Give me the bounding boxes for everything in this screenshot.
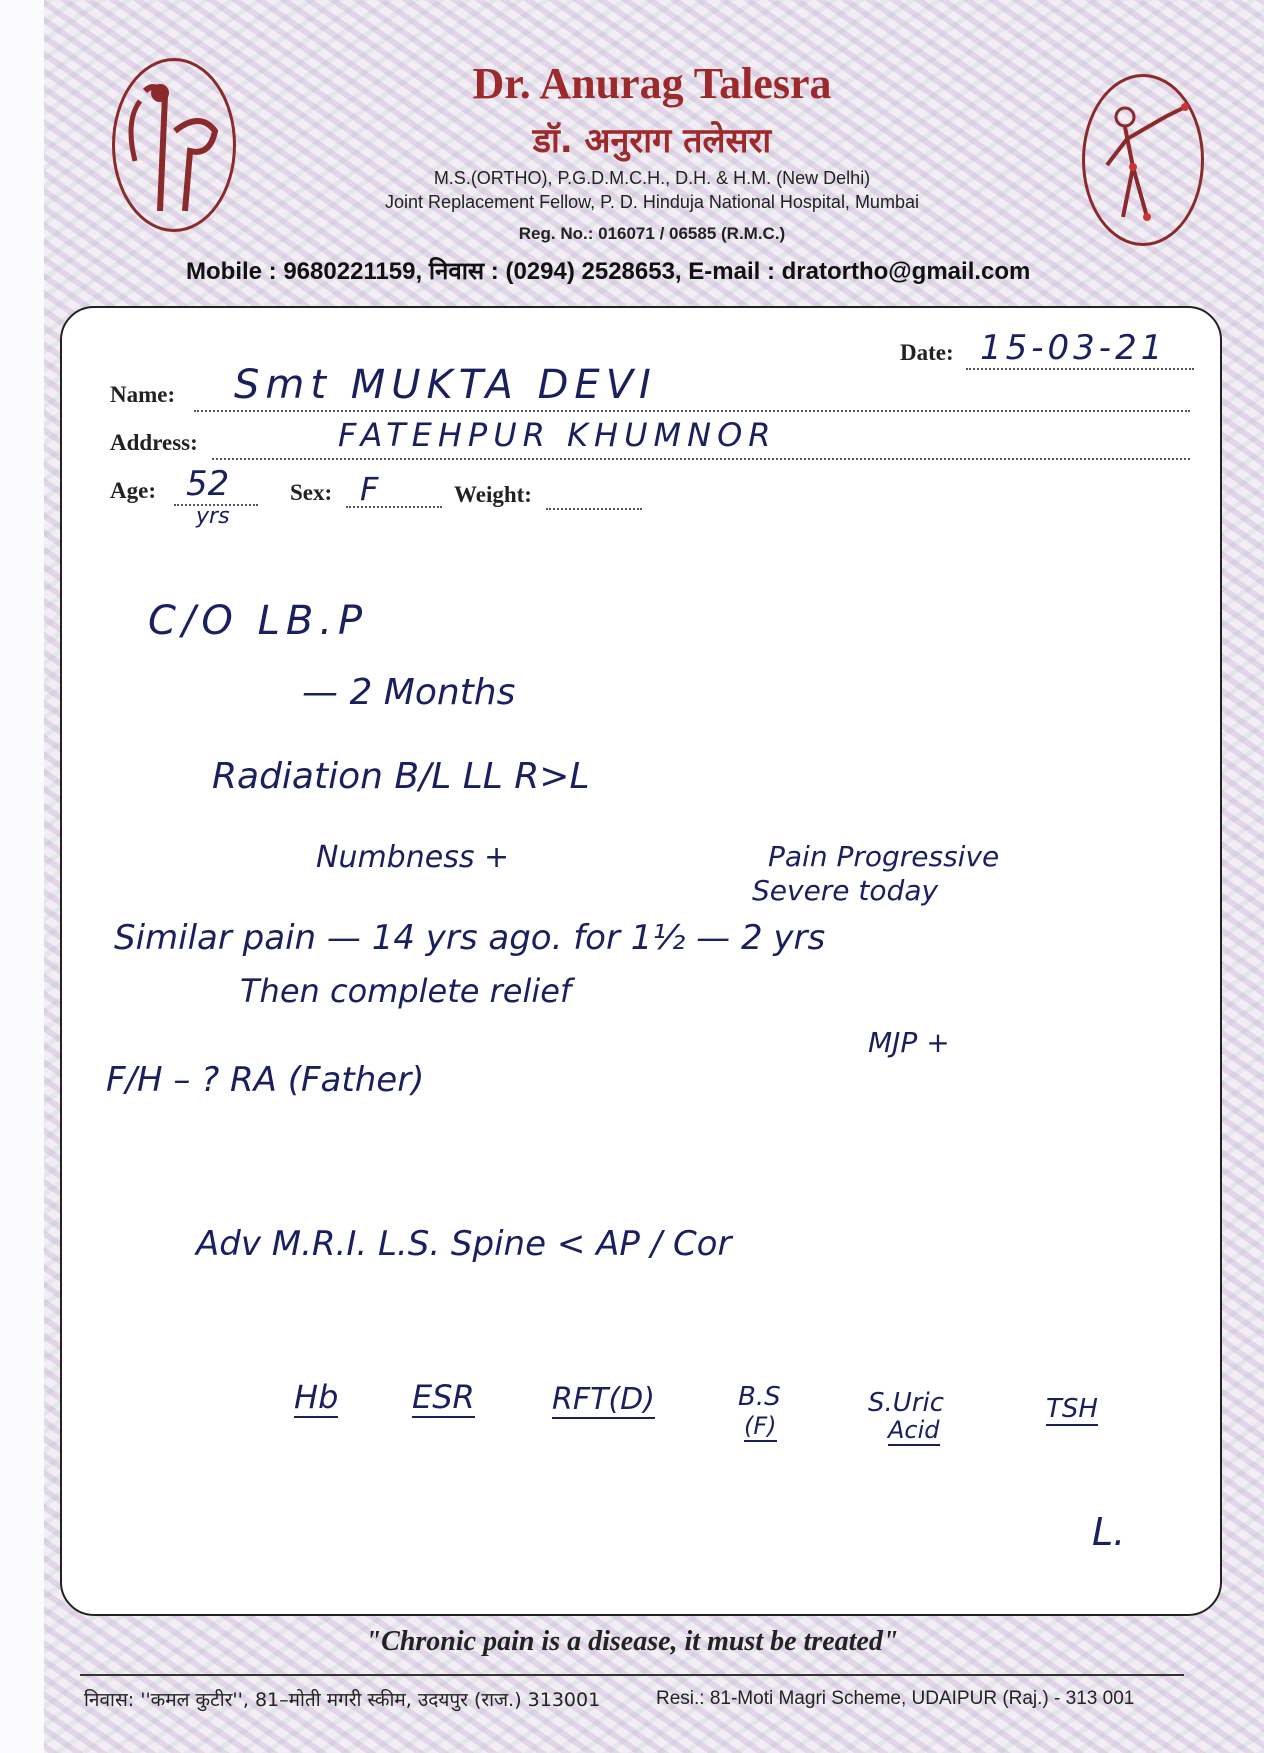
contact-line: Mobile : 9680221159, निवास : (0294) 2528653, E-mail : dratortho@gmail.com [186,258,1031,285]
date-line [966,368,1194,370]
footer-address-hindi: निवास: ''कमल कुटीर'', 81–मोती मगरी स्कीम, उदयपुर (राज.) 313001 [84,1689,601,1711]
footer-quote: "Chronic pain is a disease, it must be treated" [365,1626,899,1657]
investigation-hb: Hb [294,1378,339,1416]
advice-mri: Adv M.R.I. L.S. Spine < AP / Cor [196,1224,732,1264]
severe-today-note: Severe today [752,874,939,907]
footer-divider [80,1674,1184,1676]
family-history-note: F/H – ? RA (Father) [106,1060,425,1100]
age-value: 52 [186,464,230,504]
mjp-note: MJP + [868,1026,950,1059]
footer-address-english: Resi.: 81-Moti Magri Scheme, UDAIPUR (Raj.) - 313 001 [656,1688,1135,1709]
date-value: 15-03-21 [980,328,1167,368]
name-line [194,410,1190,412]
patient-address: FATEHPUR KHUMNOR [338,416,777,454]
duration-note: — 2 Months [302,672,516,713]
history-note: Similar pain — 14 yrs ago. for 1½ — 2 yrs [114,918,826,958]
investigation-uric-acid: Acid [888,1416,940,1444]
address-label: Address: [110,430,198,455]
doctor-name-english: Dr. Anurag Talesra [472,59,832,108]
page-margin [0,0,44,1753]
date-label: Date: [900,340,954,365]
numbness-note: Numbness + [316,840,510,875]
sex-value: F [360,470,379,508]
chief-complaint: C/O LB.P [148,598,369,644]
doctor-signature: L. [1092,1510,1126,1554]
address-line [212,458,1190,460]
credentials-line-1: M.S.(ORTHO), P.G.D.M.C.H., D.H. & H.M. (New Delhi) [433,168,871,188]
investigation-bs-fasting: (F) [744,1412,777,1440]
age-unit: yrs [196,504,230,529]
doctor-name-hindi: डॉ. अनुराग तलेसरा [532,121,772,161]
pain-progressive-note: Pain Progressive [768,840,1000,873]
name-label: Name: [110,382,176,407]
registration-number: Reg. No.: 016071 / 06585 (R.M.C.) [518,224,786,243]
credentials-line-2: Joint Replacement Fellow, P. D. Hinduja National Hospital, Mumbai [385,192,919,212]
relief-note: Then complete relief [240,972,572,1010]
investigation-esr: ESR [412,1378,475,1416]
investigation-tsh: TSH [1046,1394,1098,1424]
patient-name: Smt MUKTA DEVI [234,362,657,408]
prescription-card [60,306,1222,1616]
investigation-uric: S.Uric [868,1388,945,1418]
radiation-note: Radiation B/L LL R>L [212,756,590,797]
investigation-bs: B.S [738,1382,781,1412]
investigation-rft: RFT(D) [552,1382,655,1417]
age-label: Age: [110,478,156,503]
weight-line [546,508,642,510]
sex-label: Sex: [290,480,333,505]
weight-label: Weight: [454,482,532,507]
